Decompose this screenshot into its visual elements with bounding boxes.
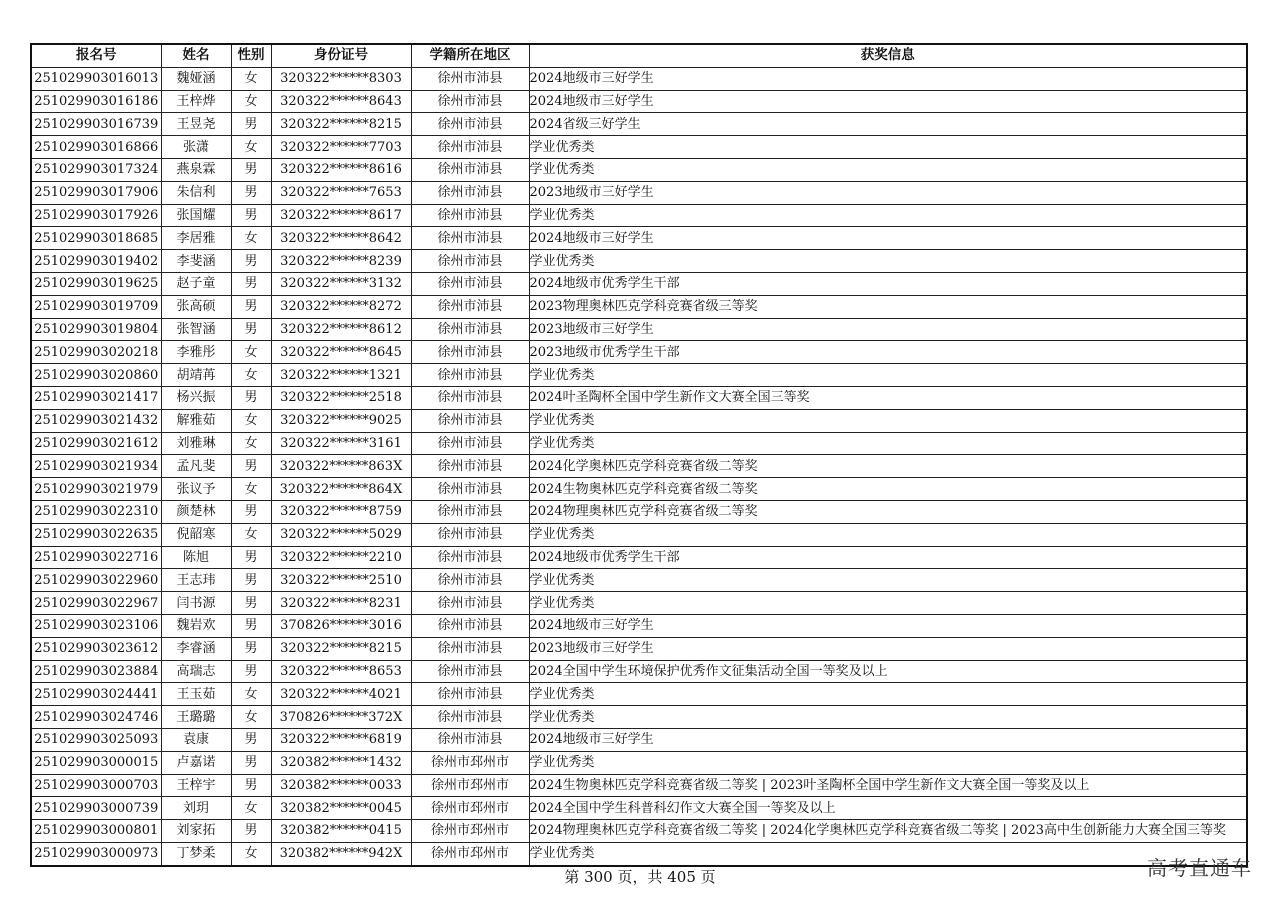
cell-id-card: 320322******8643 — [271, 90, 411, 113]
cell-name: 闫书源 — [161, 592, 231, 615]
cell-award-info: 学业优秀类 — [529, 842, 1247, 865]
cell-id-card: 320322******8612 — [271, 318, 411, 341]
cell-name: 陈旭 — [161, 546, 231, 569]
cell-region: 徐州市邳州市 — [411, 774, 529, 797]
page-number: 第 300 页，共 405 页 — [564, 868, 716, 886]
table-row — [31, 546, 1247, 569]
cell-award-info: 2023地级市三好学生 — [529, 637, 1247, 660]
cell-gender: 男 — [231, 592, 271, 615]
cell-registration-no: 251029903021432 — [31, 409, 161, 432]
cell-registration-no: 251029903000015 — [31, 751, 161, 774]
table-row — [31, 204, 1247, 227]
cell-region: 徐州市沛县 — [411, 136, 529, 159]
cell-name: 王梓烨 — [161, 90, 231, 113]
cell-award-info: 2024地级市三好学生 — [529, 728, 1247, 751]
cell-region: 徐州市邳州市 — [411, 820, 529, 843]
table-row — [31, 637, 1247, 660]
cell-gender: 男 — [231, 295, 271, 318]
cell-region: 徐州市沛县 — [411, 295, 529, 318]
cell-gender: 男 — [231, 614, 271, 637]
cell-id-card: 320322******863X — [271, 455, 411, 478]
cell-region: 徐州市沛县 — [411, 250, 529, 273]
cell-award-info: 学业优秀类 — [529, 432, 1247, 455]
cell-gender: 男 — [231, 774, 271, 797]
cell-name: 刘雅琳 — [161, 432, 231, 455]
cell-id-card: 370826******3016 — [271, 614, 411, 637]
table-row — [31, 364, 1247, 387]
cell-gender: 男 — [231, 386, 271, 409]
cell-name: 燕泉霖 — [161, 158, 231, 181]
table-row — [31, 341, 1247, 364]
table-header-row — [31, 44, 1247, 67]
table-row — [31, 500, 1247, 523]
table-row — [31, 660, 1247, 683]
cell-region: 徐州市沛县 — [411, 455, 529, 478]
cell-gender: 女 — [231, 797, 271, 820]
cell-region: 徐州市沛县 — [411, 341, 529, 364]
cell-registration-no: 251029903021979 — [31, 478, 161, 501]
cell-registration-no: 251029903021934 — [31, 455, 161, 478]
cell-name: 孟凡斐 — [161, 455, 231, 478]
table-row — [31, 683, 1247, 706]
cell-gender: 女 — [231, 227, 271, 250]
cell-award-info: 2024物理奥林匹克学科竞赛省级二等奖 — [529, 500, 1247, 523]
cell-gender: 女 — [231, 842, 271, 865]
table-row — [31, 455, 1247, 478]
cell-award-info: 2024地级市三好学生 — [529, 90, 1247, 113]
table-row — [31, 318, 1247, 341]
cell-id-card: 320322******8617 — [271, 204, 411, 227]
cell-award-info: 2024全国中学生环境保护优秀作文征集活动全国一等奖及以上 — [529, 660, 1247, 683]
cell-gender: 女 — [231, 478, 271, 501]
cell-gender: 男 — [231, 728, 271, 751]
cell-award-info: 2024叶圣陶杯全国中学生新作文大赛全国三等奖 — [529, 386, 1247, 409]
table-row — [31, 432, 1247, 455]
cell-gender: 女 — [231, 341, 271, 364]
cell-name: 魏娅涵 — [161, 67, 231, 90]
watermark-text: 高考直通车 — [1147, 856, 1252, 880]
cell-gender: 男 — [231, 751, 271, 774]
cell-gender: 男 — [231, 820, 271, 843]
cell-award-info: 学业优秀类 — [529, 751, 1247, 774]
cell-id-card: 320322******8272 — [271, 295, 411, 318]
cell-id-card: 320382******0415 — [271, 820, 411, 843]
table-row — [31, 386, 1247, 409]
cell-name: 张潇 — [161, 136, 231, 159]
cell-region: 徐州市邳州市 — [411, 842, 529, 865]
cell-award-info: 2024物理奥林匹克学科竞赛省级二等奖 | 2024化学奥林匹克学科竞赛省级二等奖 | 2023高中生创新能力大赛全国三等奖 — [529, 820, 1247, 843]
cell-region: 徐州市沛县 — [411, 67, 529, 90]
cell-award-info: 学业优秀类 — [529, 364, 1247, 387]
table-body — [31, 67, 1247, 865]
cell-name: 袁康 — [161, 728, 231, 751]
award-roster-table — [30, 43, 1248, 867]
cell-region: 徐州市沛县 — [411, 637, 529, 660]
cell-region: 徐州市邳州市 — [411, 797, 529, 820]
cell-name: 刘玥 — [161, 797, 231, 820]
table-row — [31, 523, 1247, 546]
cell-region: 徐州市沛县 — [411, 318, 529, 341]
table-row — [31, 409, 1247, 432]
cell-name: 丁梦柔 — [161, 842, 231, 865]
cell-registration-no: 251029903020218 — [31, 341, 161, 364]
cell-registration-no: 251029903016186 — [31, 90, 161, 113]
cell-award-info: 学业优秀类 — [529, 158, 1247, 181]
cell-region: 徐州市沛县 — [411, 409, 529, 432]
cell-name: 李睿涵 — [161, 637, 231, 660]
cell-registration-no: 251029903019709 — [31, 295, 161, 318]
cell-registration-no: 251029903017906 — [31, 181, 161, 204]
cell-award-info: 学业优秀类 — [529, 204, 1247, 227]
cell-registration-no: 251029903022716 — [31, 546, 161, 569]
cell-region: 徐州市沛县 — [411, 706, 529, 729]
cell-name: 高瑞志 — [161, 660, 231, 683]
cell-award-info: 学业优秀类 — [529, 523, 1247, 546]
cell-award-info: 学业优秀类 — [529, 569, 1247, 592]
cell-name: 张议予 — [161, 478, 231, 501]
cell-id-card: 320322******7703 — [271, 136, 411, 159]
table-row — [31, 614, 1247, 637]
table-row — [31, 820, 1247, 843]
cell-gender: 男 — [231, 660, 271, 683]
cell-id-card: 320322******2518 — [271, 386, 411, 409]
cell-name: 李雅彤 — [161, 341, 231, 364]
cell-gender: 男 — [231, 455, 271, 478]
cell-region: 徐州市沛县 — [411, 204, 529, 227]
header-name: 姓名 — [161, 44, 231, 67]
cell-gender: 男 — [231, 158, 271, 181]
cell-id-card: 320322******8215 — [271, 113, 411, 136]
cell-registration-no: 251029903022967 — [31, 592, 161, 615]
cell-gender: 女 — [231, 523, 271, 546]
cell-award-info: 2024化学奥林匹克学科竞赛省级二等奖 — [529, 455, 1247, 478]
cell-id-card: 320322******8303 — [271, 67, 411, 90]
cell-registration-no: 251029903021417 — [31, 386, 161, 409]
cell-registration-no: 251029903024746 — [31, 706, 161, 729]
cell-award-info: 2024地级市三好学生 — [529, 614, 1247, 637]
cell-region: 徐州市邳州市 — [411, 751, 529, 774]
cell-id-card: 320322******6819 — [271, 728, 411, 751]
cell-name: 朱信利 — [161, 181, 231, 204]
table-row — [31, 113, 1247, 136]
header-id-card: 身份证号 — [271, 44, 411, 67]
cell-gender: 男 — [231, 250, 271, 273]
cell-gender: 女 — [231, 432, 271, 455]
cell-award-info: 学业优秀类 — [529, 250, 1247, 273]
cell-id-card: 320322******4021 — [271, 683, 411, 706]
cell-registration-no: 251029903000703 — [31, 774, 161, 797]
header-region: 学籍所在地区 — [411, 44, 529, 67]
cell-gender: 男 — [231, 546, 271, 569]
cell-name: 王璐璐 — [161, 706, 231, 729]
cell-registration-no: 251029903017926 — [31, 204, 161, 227]
cell-region: 徐州市沛县 — [411, 227, 529, 250]
cell-award-info: 学业优秀类 — [529, 592, 1247, 615]
cell-id-card: 370826******372X — [271, 706, 411, 729]
cell-id-card: 320382******942X — [271, 842, 411, 865]
cell-award-info: 2024全国中学生科普科幻作文大赛全国一等奖及以上 — [529, 797, 1247, 820]
cell-name: 李居雅 — [161, 227, 231, 250]
table-row — [31, 181, 1247, 204]
cell-name: 赵子童 — [161, 272, 231, 295]
cell-name: 解雅茹 — [161, 409, 231, 432]
cell-gender: 男 — [231, 500, 271, 523]
table-row — [31, 67, 1247, 90]
cell-award-info: 2024生物奥林匹克学科竞赛省级二等奖 | 2023叶圣陶杯全国中学生新作文大赛全国一等奖及以上 — [529, 774, 1247, 797]
table-row — [31, 751, 1247, 774]
cell-registration-no: 251029903023612 — [31, 637, 161, 660]
header-gender: 性别 — [231, 44, 271, 67]
cell-registration-no: 251029903021612 — [31, 432, 161, 455]
cell-region: 徐州市沛县 — [411, 272, 529, 295]
cell-name: 颜楚林 — [161, 500, 231, 523]
cell-gender: 女 — [231, 683, 271, 706]
cell-registration-no: 251029903019625 — [31, 272, 161, 295]
cell-gender: 女 — [231, 67, 271, 90]
cell-registration-no: 251029903023106 — [31, 614, 161, 637]
cell-registration-no: 251029903000973 — [31, 842, 161, 865]
cell-award-info: 2023地级市三好学生 — [529, 318, 1247, 341]
cell-name: 胡靖苒 — [161, 364, 231, 387]
header-registration-no: 报名号 — [31, 44, 161, 67]
cell-award-info: 2024地级市优秀学生干部 — [529, 546, 1247, 569]
cell-award-info: 学业优秀类 — [529, 409, 1247, 432]
cell-region: 徐州市沛县 — [411, 364, 529, 387]
table-row — [31, 158, 1247, 181]
cell-name: 王玉茹 — [161, 683, 231, 706]
cell-id-card: 320322******8653 — [271, 660, 411, 683]
cell-award-info: 2023地级市三好学生 — [529, 181, 1247, 204]
table-row — [31, 90, 1247, 113]
cell-id-card: 320322******2210 — [271, 546, 411, 569]
cell-award-info: 2024地级市三好学生 — [529, 227, 1247, 250]
cell-gender: 女 — [231, 364, 271, 387]
table-row — [31, 842, 1247, 865]
cell-gender: 男 — [231, 204, 271, 227]
cell-award-info: 2023地级市优秀学生干部 — [529, 341, 1247, 364]
cell-region: 徐州市沛县 — [411, 90, 529, 113]
table-row — [31, 295, 1247, 318]
cell-name: 卢嘉诺 — [161, 751, 231, 774]
cell-id-card: 320382******1432 — [271, 751, 411, 774]
cell-name: 倪韶寒 — [161, 523, 231, 546]
cell-id-card: 320322******8215 — [271, 637, 411, 660]
cell-region: 徐州市沛县 — [411, 113, 529, 136]
cell-region: 徐州市沛县 — [411, 500, 529, 523]
cell-gender: 女 — [231, 706, 271, 729]
cell-id-card: 320322******8239 — [271, 250, 411, 273]
cell-id-card: 320382******0033 — [271, 774, 411, 797]
cell-id-card: 320322******8645 — [271, 341, 411, 364]
header-award-info: 获奖信息 — [529, 44, 1247, 67]
cell-registration-no: 251029903017324 — [31, 158, 161, 181]
table-row — [31, 592, 1247, 615]
cell-registration-no: 251029903016866 — [31, 136, 161, 159]
cell-name: 张高硕 — [161, 295, 231, 318]
cell-id-card: 320322******9025 — [271, 409, 411, 432]
cell-registration-no: 251029903019804 — [31, 318, 161, 341]
cell-award-info: 学业优秀类 — [529, 136, 1247, 159]
cell-id-card: 320322******1321 — [271, 364, 411, 387]
cell-region: 徐州市沛县 — [411, 158, 529, 181]
cell-id-card: 320322******3161 — [271, 432, 411, 455]
cell-region: 徐州市沛县 — [411, 614, 529, 637]
cell-region: 徐州市沛县 — [411, 546, 529, 569]
table-row — [31, 272, 1247, 295]
cell-id-card: 320322******8642 — [271, 227, 411, 250]
cell-registration-no: 251029903000739 — [31, 797, 161, 820]
cell-gender: 男 — [231, 272, 271, 295]
table-row — [31, 136, 1247, 159]
cell-registration-no: 251029903018685 — [31, 227, 161, 250]
cell-name: 杨兴振 — [161, 386, 231, 409]
table-row — [31, 797, 1247, 820]
cell-region: 徐州市沛县 — [411, 728, 529, 751]
cell-gender: 男 — [231, 569, 271, 592]
table-row — [31, 227, 1247, 250]
cell-region: 徐州市沛县 — [411, 432, 529, 455]
cell-name: 王昱尧 — [161, 113, 231, 136]
cell-gender: 男 — [231, 181, 271, 204]
cell-id-card: 320382******0045 — [271, 797, 411, 820]
cell-id-card: 320322******8616 — [271, 158, 411, 181]
table-row — [31, 569, 1247, 592]
cell-registration-no: 251029903022310 — [31, 500, 161, 523]
cell-gender: 男 — [231, 318, 271, 341]
cell-gender: 女 — [231, 409, 271, 432]
cell-registration-no: 251029903020860 — [31, 364, 161, 387]
cell-id-card: 320322******2510 — [271, 569, 411, 592]
cell-region: 徐州市沛县 — [411, 478, 529, 501]
cell-name: 张国耀 — [161, 204, 231, 227]
cell-registration-no: 251029903019402 — [31, 250, 161, 273]
cell-gender: 男 — [231, 637, 271, 660]
table-row — [31, 774, 1247, 797]
cell-award-info: 2023物理奥林匹克学科竞赛省级三等奖 — [529, 295, 1247, 318]
table-row — [31, 478, 1247, 501]
cell-id-card: 320322******8759 — [271, 500, 411, 523]
cell-name: 王志玮 — [161, 569, 231, 592]
cell-registration-no: 251029903025093 — [31, 728, 161, 751]
cell-region: 徐州市沛县 — [411, 592, 529, 615]
cell-registration-no: 251029903023884 — [31, 660, 161, 683]
cell-name: 李斐涵 — [161, 250, 231, 273]
cell-name: 张智涵 — [161, 318, 231, 341]
cell-award-info: 2024生物奥林匹克学科竞赛省级二等奖 — [529, 478, 1247, 501]
cell-name: 刘家拓 — [161, 820, 231, 843]
cell-region: 徐州市沛县 — [411, 660, 529, 683]
cell-registration-no: 251029903022635 — [31, 523, 161, 546]
cell-registration-no: 251029903022960 — [31, 569, 161, 592]
cell-id-card: 320322******8231 — [271, 592, 411, 615]
cell-registration-no: 251029903016739 — [31, 113, 161, 136]
cell-award-info: 2024省级三好学生 — [529, 113, 1247, 136]
cell-award-info: 2024地级市三好学生 — [529, 67, 1247, 90]
cell-id-card: 320322******7653 — [271, 181, 411, 204]
table-row — [31, 250, 1247, 273]
table-row — [31, 728, 1247, 751]
cell-registration-no: 251029903024441 — [31, 683, 161, 706]
cell-award-info: 2024地级市优秀学生干部 — [529, 272, 1247, 295]
cell-name: 王梓宇 — [161, 774, 231, 797]
cell-region: 徐州市沛县 — [411, 569, 529, 592]
cell-gender: 男 — [231, 113, 271, 136]
cell-gender: 女 — [231, 90, 271, 113]
cell-id-card: 320322******864X — [271, 478, 411, 501]
cell-region: 徐州市沛县 — [411, 181, 529, 204]
cell-region: 徐州市沛县 — [411, 386, 529, 409]
cell-award-info: 学业优秀类 — [529, 706, 1247, 729]
cell-id-card: 320322******3132 — [271, 272, 411, 295]
cell-gender: 女 — [231, 136, 271, 159]
cell-region: 徐州市沛县 — [411, 523, 529, 546]
table-row — [31, 706, 1247, 729]
cell-registration-no: 251029903016013 — [31, 67, 161, 90]
cell-name: 魏岩欢 — [161, 614, 231, 637]
cell-id-card: 320322******5029 — [271, 523, 411, 546]
cell-registration-no: 251029903000801 — [31, 820, 161, 843]
cell-award-info: 学业优秀类 — [529, 683, 1247, 706]
cell-region: 徐州市沛县 — [411, 683, 529, 706]
